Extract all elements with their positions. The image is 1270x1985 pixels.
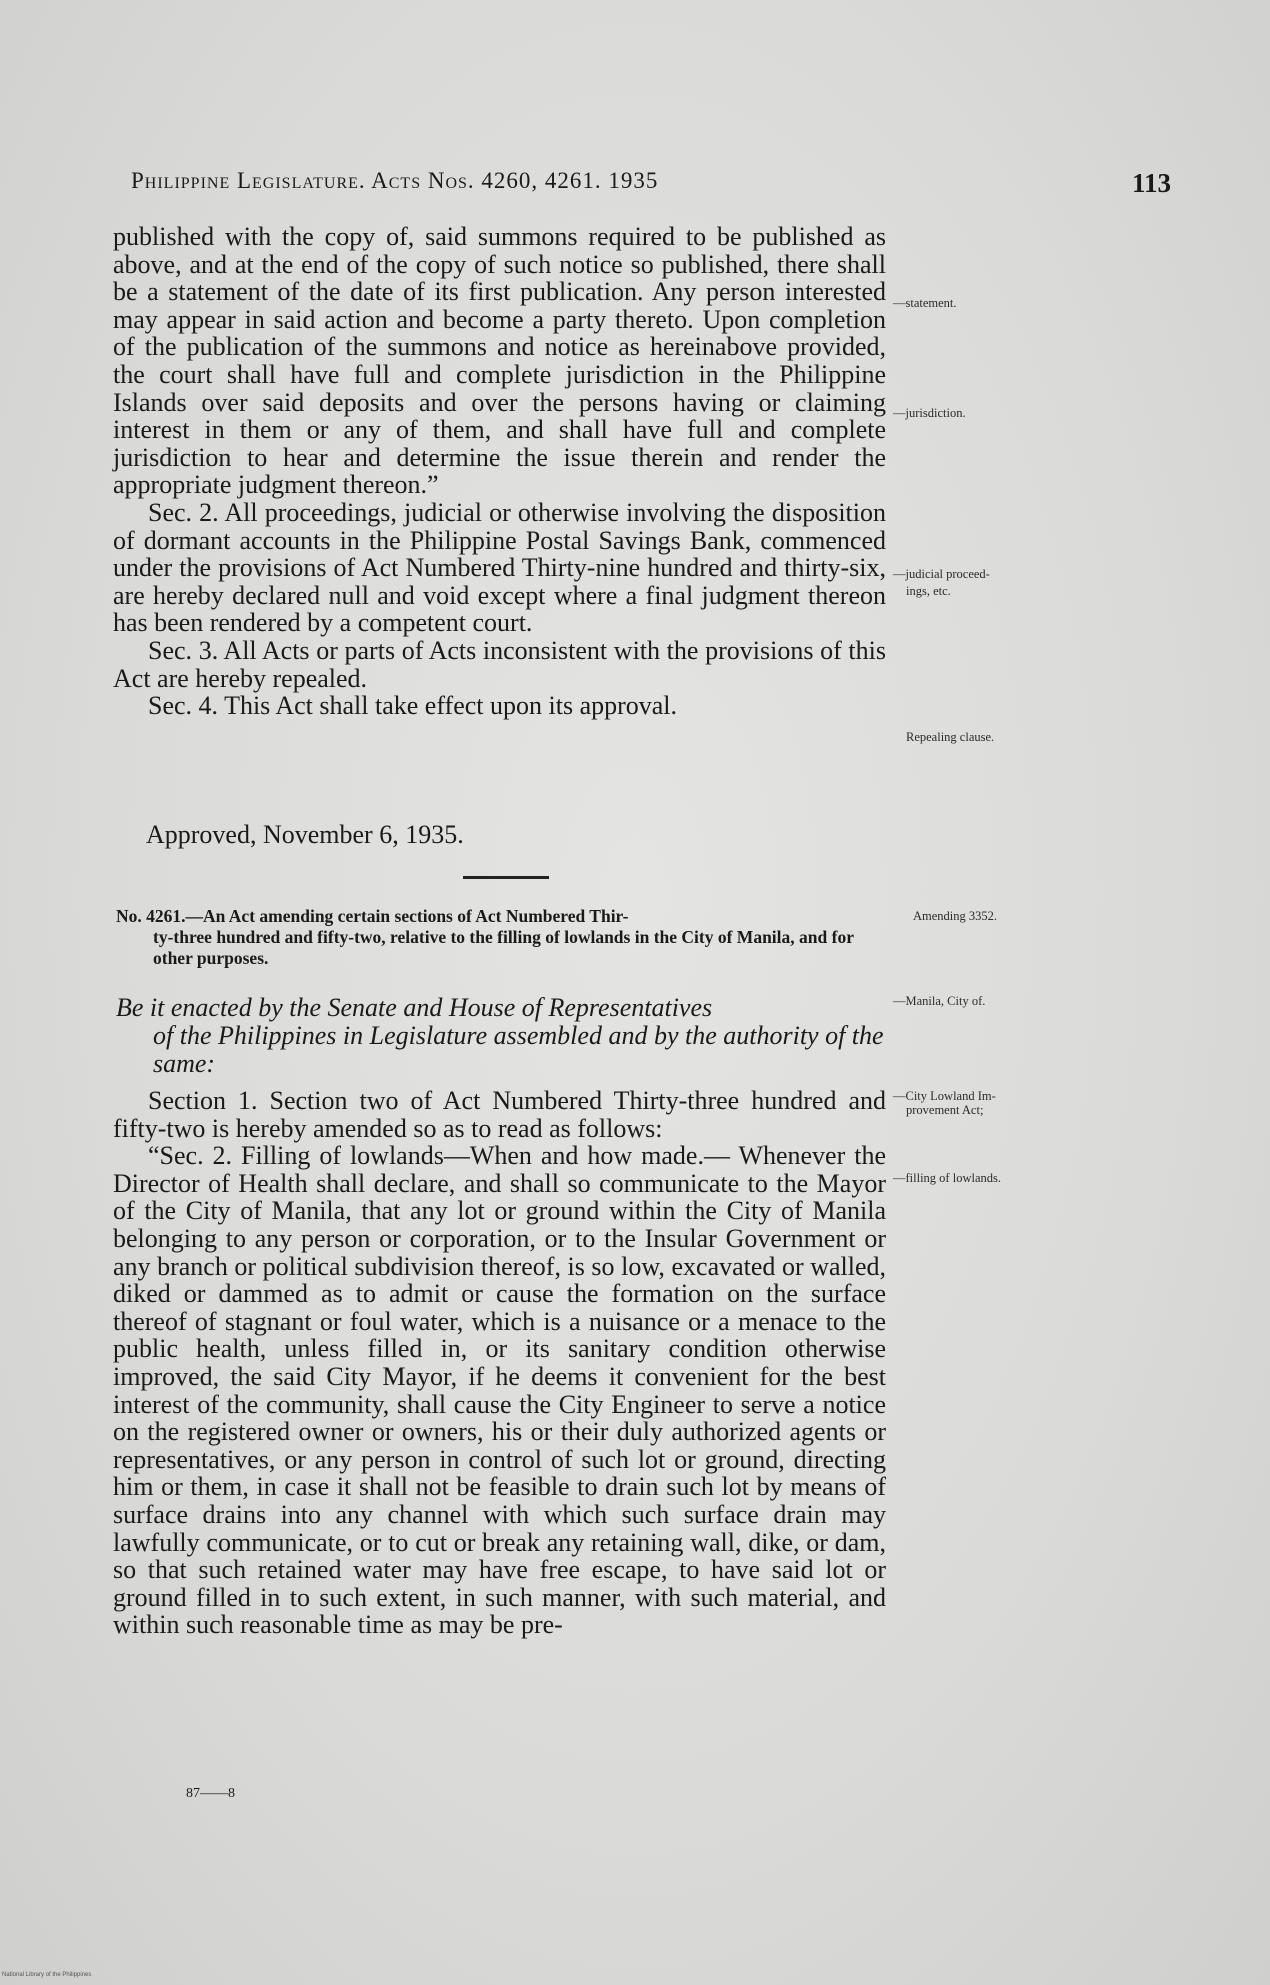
paragraph-summons: published with the copy of, said summons required to be published as above, and at the end of the copy of such notice so published, there shall be a statement of the date of its first publication. Any person interested may appear in said action and become a party thereto. Upon completion of the publication of the summons and notice as hereinabove provided, the court shall have full and complete jurisdiction in the Philippine Islands over said deposits and over the persons having or claiming interest in them or any of them, and shall have full and complete jurisdiction to hear and determine the issue therein and render the appropriate judgment thereon.”: [113, 222, 886, 500]
text-block-2: [113, 1087, 886, 1639]
margin-note-manila: —Manila, City of.: [893, 994, 986, 1008]
approval-date: Approved, November 6, 1935.: [146, 820, 464, 849]
act-title-continuation: ty-three hundred and fifty-two, relative to the filling of lowlands in the City of Manila, and for other purposes.: [153, 927, 854, 968]
running-title: Philippine Legislature. Acts Nos. 4260, 4261. 1935: [131, 168, 659, 193]
paragraph-amended-sec-2: “Sec. 2. Filling of lowlands—When and how made.— Whenever the Director of Health shall declare, and shall so communicate to the Mayor of the City of Manila, that any lot or ground within the City of Manila belonging to any person or corporation, or to the Insular Government or any branch or political subdivision thereof, is so low, excavated or walled, diked or dammed as to admit or cause the formation on the surface thereof of stagnant or foul water, which is a nuisance or a menace to the public health, unless filled in, or its sanitary condition otherwise improved, the said City Mayor, if he deems it convenient for the best interest of the community, shall cause the City Engineer to serve a notice on the registered owner or owners, his or their duly authorized agents or representatives, or any person in control of such lot or ground, directing him or them, in case it shall not be feasible to drain such lot by means of surface drains into any channel with which such surface drain may lawfully communicate, or to cut or break any retaining wall, dike, or dam, so that such retained water may have free escape, to have said lot or ground filled in to such extent, in such manner, with such material, and within such reasonable time as may be pre-: [113, 1141, 886, 1640]
section-divider: [463, 876, 549, 879]
page-number: 113: [1132, 168, 1172, 198]
paragraph-sec-4: Sec. 4. This Act shall take effect upon its approval.: [148, 691, 678, 721]
margin-note-statement: —statement.: [893, 296, 957, 310]
margin-note-city-lowland: —City Lowland Im-: [893, 1089, 996, 1103]
enacting-continuation: of the Philippines in Legislature assembled and by the authority of the same:: [153, 1021, 884, 1078]
act-title-first-line: No. 4261.—An Act amending certain sections of Act Numbered Thir-: [116, 906, 629, 926]
margin-note-jurisdiction: —jurisdiction.: [893, 406, 966, 420]
library-stamp: National Library of the Philippines: [2, 1972, 92, 1978]
margin-note-judicial-proceedings-cont: ings, etc.: [906, 584, 951, 598]
signature-mark: 87——8: [186, 1786, 235, 1801]
act-title: [116, 906, 886, 969]
margin-note-filling-lowlands: —filling of lowlands.: [893, 1171, 1001, 1185]
text-block-1: [113, 223, 886, 720]
running-header: [131, 168, 658, 194]
enacting-first-line: Be it enacted by the Senate and House of Representatives: [116, 993, 713, 1022]
margin-note-repealing-clause: Repealing clause.: [906, 730, 995, 744]
paragraph-section-1: Section 1. Section two of Act Numbered Thirty-three hundred and fifty-two is hereby amended so as to read as follows:: [113, 1086, 886, 1143]
paragraph-sec-3: Sec. 3. All Acts or parts of Acts inconsistent with the provisions of this Act are hereby repealed.: [113, 635, 886, 693]
enacting-clause: [116, 994, 886, 1078]
margin-note-judicial-proceedings: —judicial proceed-: [893, 567, 990, 581]
margin-note-amending: Amending 3352.: [913, 909, 998, 923]
margin-note-city-lowland-cont: provement Act;: [906, 1103, 984, 1117]
paragraph-sec-2: Sec. 2. All proceedings, judicial or otherwise involving the disposition of dormant accounts in the Philippine Postal Savings Bank, commenced under the provisions of Act Numbered Thirty-nine hundred and thirty-six, are hereby declared null and void except where a final judgment thereon has been rendered by a competent court.: [113, 497, 886, 638]
